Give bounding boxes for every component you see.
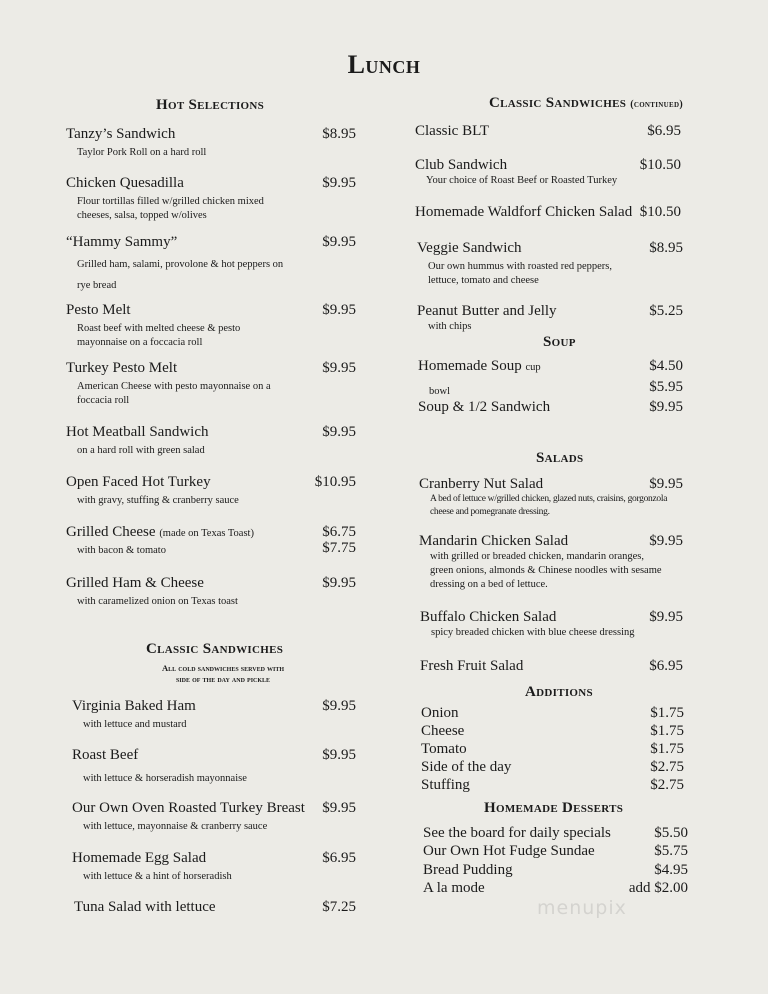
dessert-price: $5.75 — [654, 843, 688, 859]
item-name: Roast Beef — [72, 747, 139, 763]
item-desc: with lettuce and mustard — [83, 719, 187, 730]
menu-item — [72, 850, 356, 884]
menu-item — [420, 609, 683, 640]
addition-price: $2.75 — [650, 759, 684, 775]
item-price: $9.95 — [649, 533, 683, 549]
heading-suffix: (continued) — [630, 99, 683, 110]
item-price: $9.95 — [322, 747, 356, 763]
menu-item — [66, 234, 356, 296]
menu-item — [66, 302, 356, 350]
menu-item — [66, 575, 356, 609]
classic-sandwiches-heading: Classic Sandwiches — [146, 641, 284, 657]
item-name: Club Sandwich — [415, 157, 508, 173]
menu-item — [66, 175, 356, 223]
item-name-row — [66, 524, 356, 541]
item-name: Homemade Waldforf Chicken Salad — [415, 204, 633, 220]
menu-title: Lunch — [347, 50, 421, 79]
menu-item — [419, 476, 683, 519]
addition-price: $1.75 — [650, 705, 684, 721]
dessert-price: $5.50 — [654, 825, 688, 841]
item-price: $8.95 — [649, 240, 683, 256]
item-name: Pesto Melt — [66, 302, 131, 318]
item-name: Our Own Oven Roasted Turkey Breast — [72, 800, 305, 816]
item-desc: American Cheese with pesto mayonnaise on a foccacia roll — [77, 381, 271, 406]
menu-item — [72, 800, 356, 834]
item-price: $9.95 — [322, 175, 356, 191]
classic-continued-heading — [489, 95, 683, 112]
soup-price: $5.95 — [649, 379, 683, 395]
dessert-row — [423, 862, 688, 879]
addition-price: $1.75 — [650, 741, 684, 757]
item-name: Mandarin Chicken Salad — [419, 533, 569, 549]
dessert-row — [423, 843, 688, 860]
item-price: $9.95 — [322, 424, 356, 440]
item-name: Chicken Quesadilla — [66, 175, 184, 191]
item-desc: spicy breaded chicken with blue cheese dressing — [431, 627, 635, 638]
item-name: Grilled Ham & Cheese — [66, 575, 204, 591]
menu-item — [415, 157, 681, 188]
menu-item — [66, 126, 356, 160]
item-desc: with lettuce, mayonnaise & cranberry sauce — [83, 821, 268, 832]
item-name: “Hammy Sammy” — [66, 234, 178, 250]
menu-item — [66, 474, 356, 508]
menu-item — [415, 123, 681, 140]
item-price-group — [322, 524, 356, 556]
addition-row — [421, 759, 684, 776]
menu-item — [417, 240, 683, 288]
salads-heading: Salads — [536, 450, 584, 466]
item-desc: Flour tortillas filled w/grilled chicken mixed cheeses, salsa, topped w/olives — [77, 196, 264, 221]
soup-heading: Soup — [543, 334, 576, 350]
item-price: $8.95 — [322, 126, 356, 142]
heading-text: Classic Sandwiches — [489, 95, 627, 111]
soup-row — [418, 358, 683, 375]
menu-item — [419, 533, 683, 592]
additions-heading: Additions — [525, 684, 593, 700]
item-name: Turkey Pesto Melt — [66, 360, 178, 376]
item-price: $9.95 — [322, 302, 356, 318]
addition-name: Onion — [421, 705, 459, 721]
dessert-price: $4.95 — [654, 862, 688, 878]
item-name: Tuna Salad with lettuce — [74, 899, 216, 915]
soup-size: cup — [525, 362, 541, 373]
item-name: Cranberry Nut Salad — [419, 476, 544, 492]
menu-item — [72, 747, 356, 786]
item-name-note: (made on Texas Toast) — [159, 528, 254, 539]
item-price: $7.25 — [322, 899, 356, 915]
menu-item — [415, 204, 681, 221]
dessert-name: Our Own Hot Fudge Sundae — [423, 843, 595, 859]
item-price: $9.95 — [322, 360, 356, 376]
item-name: Classic BLT — [415, 123, 490, 139]
menu-item — [66, 360, 356, 408]
item-name: Buffalo Chicken Salad — [420, 609, 557, 625]
item-desc: with gravy, stuffing & cranberry sauce — [77, 495, 239, 506]
item-desc: Grilled ham, salami, provolone & hot peppers on rye bread — [77, 259, 284, 291]
menu-item — [74, 899, 356, 916]
item-price: $10.95 — [314, 474, 356, 490]
item-desc: with chips — [428, 321, 472, 332]
item-price: $6.75 — [322, 524, 356, 540]
item-name: Open Faced Hot Turkey — [66, 474, 211, 490]
item-desc: with bacon & tomato — [77, 545, 166, 556]
item-price: $9.95 — [322, 698, 356, 714]
item-name: Homemade Egg Salad — [72, 850, 207, 866]
item-name: Hot Meatball Sandwich — [66, 424, 209, 440]
menu-item — [420, 658, 683, 675]
note-line: All cold sandwiches served with — [161, 663, 285, 673]
item-price: $5.25 — [649, 303, 683, 319]
item-desc: Your choice of Roast Beef or Roasted Turkey — [426, 175, 618, 186]
addition-row — [421, 705, 684, 722]
desserts-heading: Homemade Desserts — [484, 800, 624, 816]
item-price: $10.50 — [639, 157, 681, 173]
item-desc: with lettuce & a hint of horseradish — [83, 871, 232, 882]
item-price: $9.95 — [322, 800, 356, 816]
item-name: Veggie Sandwich — [417, 240, 522, 256]
classic-sandwiches-note — [138, 663, 308, 685]
soup-price: $4.50 — [649, 358, 683, 374]
item-desc: Our own hummus with roasted red peppers, lettuce, tomato and cheese — [428, 261, 613, 286]
item-desc: on a hard roll with green salad — [77, 445, 205, 456]
item-price: $9.95 — [322, 234, 356, 250]
menu-item — [66, 424, 356, 458]
item-price: $6.95 — [647, 123, 681, 139]
item-price: $6.95 — [322, 850, 356, 866]
addition-name: Side of the day — [421, 759, 512, 775]
soup-name: Homemade Soup — [418, 358, 522, 374]
dessert-price: add $2.00 — [628, 880, 688, 896]
menu-item — [66, 524, 356, 558]
menupix-watermark: menupix — [537, 897, 627, 919]
item-price: $9.95 — [322, 575, 356, 591]
addition-row — [421, 741, 684, 758]
dessert-name: A la mode — [423, 880, 485, 896]
addition-row — [421, 777, 684, 794]
dessert-row — [423, 880, 688, 897]
item-price: $6.95 — [649, 658, 683, 674]
note-line: side of the day and pickle — [175, 674, 271, 684]
item-desc: A bed of lettuce w/grilled chicken, glazed nuts, craisins, gorgonzola cheese and pomegranate dressing. — [430, 494, 668, 517]
hot-selections-heading: Hot Selections — [156, 97, 265, 113]
item-desc: with caramelized onion on Texas toast — [77, 596, 238, 607]
dessert-row — [423, 825, 688, 842]
item-name: Tanzy’s Sandwich — [66, 126, 176, 142]
addition-price: $2.75 — [650, 777, 684, 793]
soup-price: $9.95 — [649, 399, 683, 415]
addition-name: Stuffing — [421, 777, 470, 793]
soup-row — [418, 399, 683, 416]
soup-name: Soup & 1/2 Sandwich — [418, 399, 551, 415]
item-name: Peanut Butter and Jelly — [417, 303, 557, 319]
item-name: Fresh Fruit Salad — [420, 658, 524, 674]
menu-item — [72, 698, 356, 732]
soup-size: bowl — [429, 386, 450, 397]
item-price: $9.95 — [649, 609, 683, 625]
dessert-name: Bread Pudding — [423, 862, 513, 878]
menu-item — [417, 303, 683, 334]
item-price-alt: $7.75 — [322, 540, 356, 556]
item-desc: Roast beef with melted cheese & pesto mayonnaise on a foccacia roll — [77, 323, 241, 348]
addition-row — [421, 723, 684, 740]
item-desc: with grilled or breaded chicken, mandarin oranges, green onions, almonds & Chinese noodles with sesame dressing on a bed of lettuce. — [430, 551, 662, 590]
addition-name: Cheese — [421, 723, 465, 739]
item-desc: with lettuce & horseradish mayonnaise — [83, 773, 247, 784]
addition-name: Tomato — [421, 741, 467, 757]
addition-price: $1.75 — [650, 723, 684, 739]
item-name: Grilled Cheese — [66, 524, 156, 540]
dessert-name: See the board for daily specials — [423, 825, 611, 841]
item-price: $10.50 — [639, 204, 681, 220]
item-desc: Taylor Pork Roll on a hard roll — [77, 147, 207, 158]
item-name: Virginia Baked Ham — [72, 698, 196, 714]
item-price: $9.95 — [649, 476, 683, 492]
soup-row — [418, 379, 683, 396]
